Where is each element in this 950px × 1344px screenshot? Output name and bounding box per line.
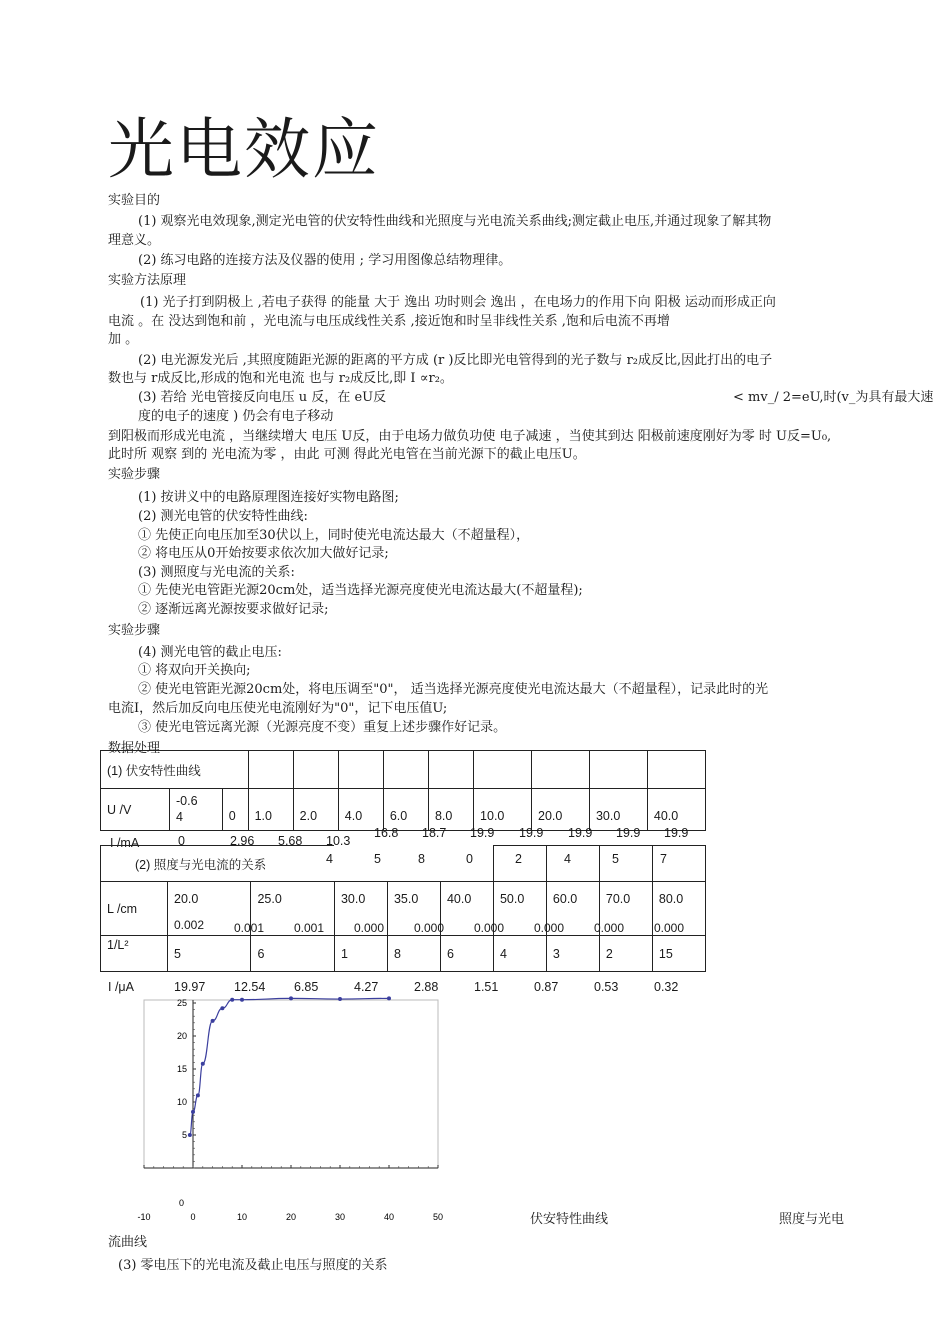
- vi-u-cell: 40.0: [647, 789, 705, 831]
- light-inv-label: 1/L²: [107, 938, 129, 952]
- data-heading: 数据处理: [108, 741, 161, 756]
- light-inv-top: 0.000: [654, 921, 685, 932]
- vi-i-cell: 5.68: [278, 834, 303, 848]
- light-inv-top: 0.000: [594, 921, 625, 932]
- purpose-heading: 实验目的: [108, 193, 161, 208]
- light-inv-row: [101, 936, 706, 972]
- step-2a: ① 先使正向电压加至30伏以上，同时使光电流达最大（不超量程），: [138, 528, 530, 543]
- principle-3: (3) 若给 光电管接反向电压 u 反，在 eU反: [138, 390, 387, 405]
- vi-i-cell: 19.9: [470, 826, 495, 840]
- y-tick-label: 20: [176, 1031, 187, 1041]
- data-point: [338, 997, 342, 1001]
- light-l-cell: 35.0: [387, 882, 440, 936]
- light-l-label: L /cm: [107, 901, 138, 916]
- purpose-item-1: (1) 观察光电效现象,测定光电管的伏安特性曲线和光照度与光电流关系曲线;测定截止电压,并通过现象了解其物: [138, 214, 772, 229]
- vi-i-cell-cont: 4: [326, 852, 333, 866]
- light-l-cell: 60.0: [546, 882, 599, 936]
- vi-u-cell: 30.0: [589, 789, 647, 831]
- light-i-label: I /μA: [108, 980, 134, 994]
- light-inv-top: 0.000: [534, 921, 565, 932]
- vi-i-cell: 19.9: [616, 826, 641, 840]
- steps-heading-2: 实验步骤: [108, 623, 161, 638]
- data-point: [196, 1093, 200, 1097]
- light-inv-top: 0.000: [474, 921, 505, 932]
- vi-i-cell: 16.8: [374, 826, 399, 840]
- step-3a: ① 先使光电管距光源20cm处，适当选择光源亮度使光电流达最大(不超量程);: [138, 583, 583, 598]
- light-inv-cell: 2: [599, 936, 652, 972]
- vi-u-row: [101, 789, 706, 831]
- light-inv-cell: 8: [387, 936, 440, 972]
- principle-2: (2) 电光源发光后 ,其照度随距光源的距离的平方成 (r )反比即光电管得到的光子数与 r₂成反比,因此打出的电子: [138, 353, 773, 368]
- light-inv-cell: 4: [493, 936, 546, 972]
- light-inv-cell: 3: [546, 936, 599, 972]
- light-inv-cell: 6: [251, 936, 335, 972]
- light-inv-top: 0.001: [234, 921, 265, 932]
- x-tick-label: 0: [190, 1212, 196, 1222]
- vi-u-cell: 20.0: [532, 789, 590, 831]
- vi-i-cell-cont: 5: [612, 852, 619, 866]
- light-i-cell: 19.97: [174, 980, 206, 994]
- vi-i-cell-cont: 8: [418, 852, 425, 866]
- light-inv-cell: 6: [440, 936, 493, 972]
- chart-caption-light-cont: 流曲线: [108, 1235, 148, 1250]
- light-inv-top: 0.001: [294, 921, 325, 932]
- vi-table-caption: (1) 伏安特性曲线: [107, 763, 201, 778]
- data-point: [220, 1006, 224, 1010]
- data-point: [387, 996, 391, 1000]
- purpose-item-1-cont: 理意义。: [108, 233, 161, 248]
- step-4: (4) 测光电管的截止电压:: [138, 645, 282, 660]
- vi-i-cell: 2.96: [230, 834, 255, 848]
- y-tick-label: 5: [181, 1130, 187, 1140]
- vi-i-cell-cont: 4: [564, 852, 571, 866]
- vi-u-cell: 10.0: [474, 789, 532, 831]
- vi-i-cell: 19.9: [519, 826, 544, 840]
- y-tick-label: 10: [176, 1097, 187, 1107]
- vi-table: [100, 750, 706, 831]
- vi-i-cell-cont: 2: [515, 852, 522, 866]
- x-tick-label: 10: [236, 1212, 248, 1222]
- principle-3-line3: 到阳极而形成光电流 ，当继续增大 电压 U反，由于电场力做负功使 电子减速 ，当使其到达 阳极前速度刚好为零 时 U反=U₀,: [108, 429, 832, 444]
- principle-1-end: 加 。: [108, 332, 139, 347]
- principle-3-cont: 度的电子的速度 ) 仍会有电子移动: [138, 409, 334, 424]
- light-i-cell: 12.54: [234, 980, 266, 994]
- x-tick-label: 30: [334, 1212, 346, 1222]
- purpose-item-2: (2) 练习电路的连接方法及仪器的使用 ; 学习用图像总结物理律。: [138, 253, 512, 268]
- chart-caption-light: 照度与光电: [779, 1212, 845, 1227]
- vi-u-cell: 0: [222, 789, 248, 831]
- light-inv-top: 0.002: [174, 918, 205, 929]
- zero-voltage-caption: (3) 零电压下的光电流及截止电压与照度的关系: [118, 1258, 388, 1273]
- principle-3-right: < mv_/ 2=eU,时(v_为具有最大速: [733, 390, 934, 405]
- steps-heading: 实验步骤: [108, 467, 161, 482]
- light-inv-top: 0.000: [414, 921, 445, 932]
- vi-u-cell: 1.0: [248, 789, 293, 831]
- vi-i-cell: 0: [178, 834, 185, 848]
- light-inv-cell: 15: [652, 936, 705, 972]
- step-3: (3) 测照度与光电流的关系:: [138, 565, 295, 580]
- vi-i-cell: 19.9: [568, 826, 593, 840]
- x-tick-label: 20: [285, 1212, 297, 1222]
- principle-1: (1) 光子打到阴极上 ,若电子获得 的能量 大于 逸出 功时则会 逸出 ，在电场力的作用下向 阳极 运动而形成正向: [140, 295, 776, 310]
- light-l-cell: 70.0: [599, 882, 652, 936]
- principle-heading: 实验方法原理: [108, 273, 187, 288]
- vi-u-label: U /V: [107, 802, 132, 817]
- data-point: [240, 998, 244, 1002]
- y-zero-label: 0: [178, 1198, 184, 1208]
- vi-i-cell: 10.3: [326, 834, 351, 848]
- light-inv-cell: 5: [168, 936, 251, 972]
- vi-i-cell-cont: 5: [374, 852, 381, 866]
- vi-i-cell: 18.7: [422, 826, 447, 840]
- step-4b-cont: 电流I，然后加反向电压使光电流刚好为"0"，记下电压值U;: [108, 701, 448, 716]
- vi-u-cell: 2.0: [293, 789, 338, 831]
- step-4a: ① 将双向开关换向;: [138, 663, 251, 678]
- light-i-cell: 0.32: [654, 980, 679, 994]
- light-l-cell: 30.0: [334, 882, 387, 936]
- light-l-cell: 20.0: [168, 882, 251, 936]
- light-inv-top: 0.000: [354, 921, 385, 932]
- chart-caption-vi: 伏安特性曲线: [530, 1212, 609, 1227]
- data-point: [201, 1062, 205, 1066]
- light-inv-cell: 1: [334, 936, 387, 972]
- light-l-cell: 80.0: [652, 882, 705, 936]
- vi-i-label: I /mA: [110, 836, 140, 850]
- light-i-cell: 4.27: [354, 980, 379, 994]
- vi-u-cell: -0.6 4: [170, 789, 223, 831]
- x-tick-label: 40: [383, 1212, 395, 1222]
- vi-chart: [120, 996, 460, 1230]
- light-table-caption: (2) 照度与光电流的关系: [135, 857, 267, 872]
- principle-2-cont: 数也与 r成反比,形成的饱和光电流 也与 r₂成反比,即 I ∝r₂。: [108, 371, 453, 386]
- data-point: [211, 1019, 215, 1023]
- light-l-cell: 40.0: [440, 882, 493, 936]
- light-i-cell: 0.53: [594, 980, 619, 994]
- y-tick-label: 25: [176, 998, 187, 1008]
- light-l-cell: 25.0: [251, 882, 335, 936]
- y-tick-label: 15: [176, 1064, 187, 1074]
- light-i-cell: 0.87: [534, 980, 559, 994]
- step-3b: ② 逐渐远离光源按要求做好记录;: [138, 602, 329, 617]
- vi-u-cell: 6.0: [383, 789, 428, 831]
- light-i-cell: 2.88: [414, 980, 439, 994]
- data-point: [230, 998, 234, 1002]
- data-point: [188, 1133, 192, 1137]
- data-point: [289, 996, 293, 1000]
- step-2: (2) 测光电管的伏安特性曲线:: [138, 509, 308, 524]
- vi-i-cell-cont: 0: [466, 852, 473, 866]
- step-4c: ③ 使光电管远离光源（光源亮度不变）重复上述步骤作好记录。: [138, 720, 507, 735]
- step-2b: ② 将电压从0开始按要求依次加大做好记录;: [138, 546, 389, 561]
- step-4b: ② 使光电管距光源20cm处，将电压调至"0"， 适当选择光源亮度使光电流达最大（不超量程），记录此时的光: [138, 682, 769, 697]
- data-point: [191, 1110, 195, 1114]
- vi-i-cell-cont: 7: [660, 852, 667, 866]
- light-l-cell: 50.0: [493, 882, 546, 936]
- vi-i-cell: 19.9: [664, 826, 689, 840]
- step-1: (1) 按讲义中的电路原理图连接好实物电路图;: [138, 490, 399, 505]
- x-tick-label: 50: [432, 1212, 444, 1222]
- principle-1-cont: 电流 。在 没达到饱和前 ，光电流与电压成线性关系 ,接近饱和时呈非线性关系 ,饱和后电流不再增: [108, 314, 670, 329]
- principle-3-line4: 此时所 观察 到的 光电流为零 ，由此 可测 得此光电管在当前光源下的截止电压U。: [108, 447, 586, 462]
- vi-u-cell: 4.0: [338, 789, 383, 831]
- x-tick-label: -10: [137, 1212, 151, 1222]
- vi-u-cell: 8.0: [428, 789, 473, 831]
- light-i-cell: 6.85: [294, 980, 319, 994]
- page-title: 光电效应: [108, 111, 380, 188]
- light-i-cell: 1.51: [474, 980, 499, 994]
- plot-frame: [144, 1000, 438, 1168]
